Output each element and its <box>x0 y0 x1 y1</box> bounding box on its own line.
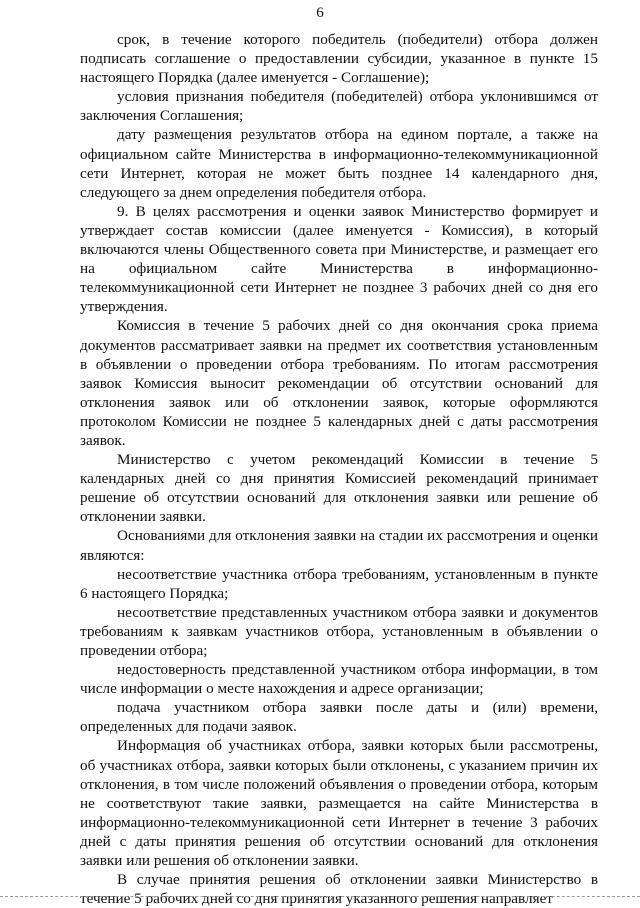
paragraph: Комиссия в течение 5 рабочих дней со дня окончания срока приема документов рассматривает заявки на предмет их соответствия установленным в объявлении о проведении отбора требованиям. По итогам рассмотрения заявок Комиссия выносит рекомендации об отсутствии оснований для отклонения заявок или об отклонении заявок, которые оформляются протоколом Комиссии не позднее 5 календарных дней с даты рассмотрения заявок. <box>80 317 598 449</box>
paragraph: Информация об участниках отбора, заявки которых были рассмотрены, об участниках отбора, заявки которых были отклонены, с указанием причин их отклонения, в том числе положений объявления о проведении отбора, которым не соответствуют такие заявки, размещается на сайте Министерства в информационно-телекоммуникационной сети Интернет в течение 3 рабочих дней с даты принятия решения об отсутствии оснований для отклонения заявки или решения об отклонении заявки. <box>80 737 598 870</box>
paragraph: срок, в течение которого победитель (победители) отбора должен подписать соглашение о предоставлении субсидии, указанное в пункте 15 настоящего Порядка (далее именуется - Соглашение); <box>80 31 598 87</box>
paragraph: дату размещения результатов отбора на едином портале, а также на официальном сайте Министерства в информационно-телекоммуникационной сети Интернет, которая не может быть позднее 14 календарного дня, следующего за днем определения победителя отбора. <box>80 126 598 201</box>
page-number: 6 <box>316 5 324 21</box>
bottom-rule <box>0 896 640 897</box>
paragraph: подача участником отбора заявки после даты и (или) времени, определенных для подачи заявок. <box>80 699 598 736</box>
document-body <box>80 30 598 908</box>
paragraph: В случае принятия решения об отклонении заявки Министерство в течение 5 рабочих дней со дня принятия указанного решения направляет <box>80 871 598 908</box>
paragraph: недостоверность представленной участником отбора информации, в том числе информации о месте нахождения и адресе организации; <box>80 661 598 698</box>
paragraph: условия признания победителя (победителей) отбора уклонившимся от заключения Соглашения; <box>80 88 598 125</box>
paragraph: несоответствие участника отбора требованиям, установленным в пункте 6 настоящего Порядка; <box>80 565 598 602</box>
paragraph: 9. В целях рассмотрения и оценки заявок Министерство формирует и утверждает состав комиссии (далее именуется - Комиссия), в который включаются члены Общественного совета при Министерстве, и размещает его на официальном сайте Министерства в информационно-телекоммуникационной сети Интернет не позднее 3 рабочих дней со дня его утверждения. <box>80 202 598 316</box>
paragraph: Министерство с учетом рекомендаций Комиссии в течение 5 календарных дней со дня принятия Комиссией рекомендаций принимает решение об отсутствии оснований для отклонения заявки или решение об отклонении заявки. <box>80 451 598 526</box>
paragraph: Основаниями для отклонения заявки на стадии их рассмотрения и оценки являются: <box>80 527 598 564</box>
paragraph: несоответствие представленных участником отбора заявки и документов требованиям к заявкам участников отбора, установленным в объявлении о проведении отбора; <box>80 603 598 659</box>
